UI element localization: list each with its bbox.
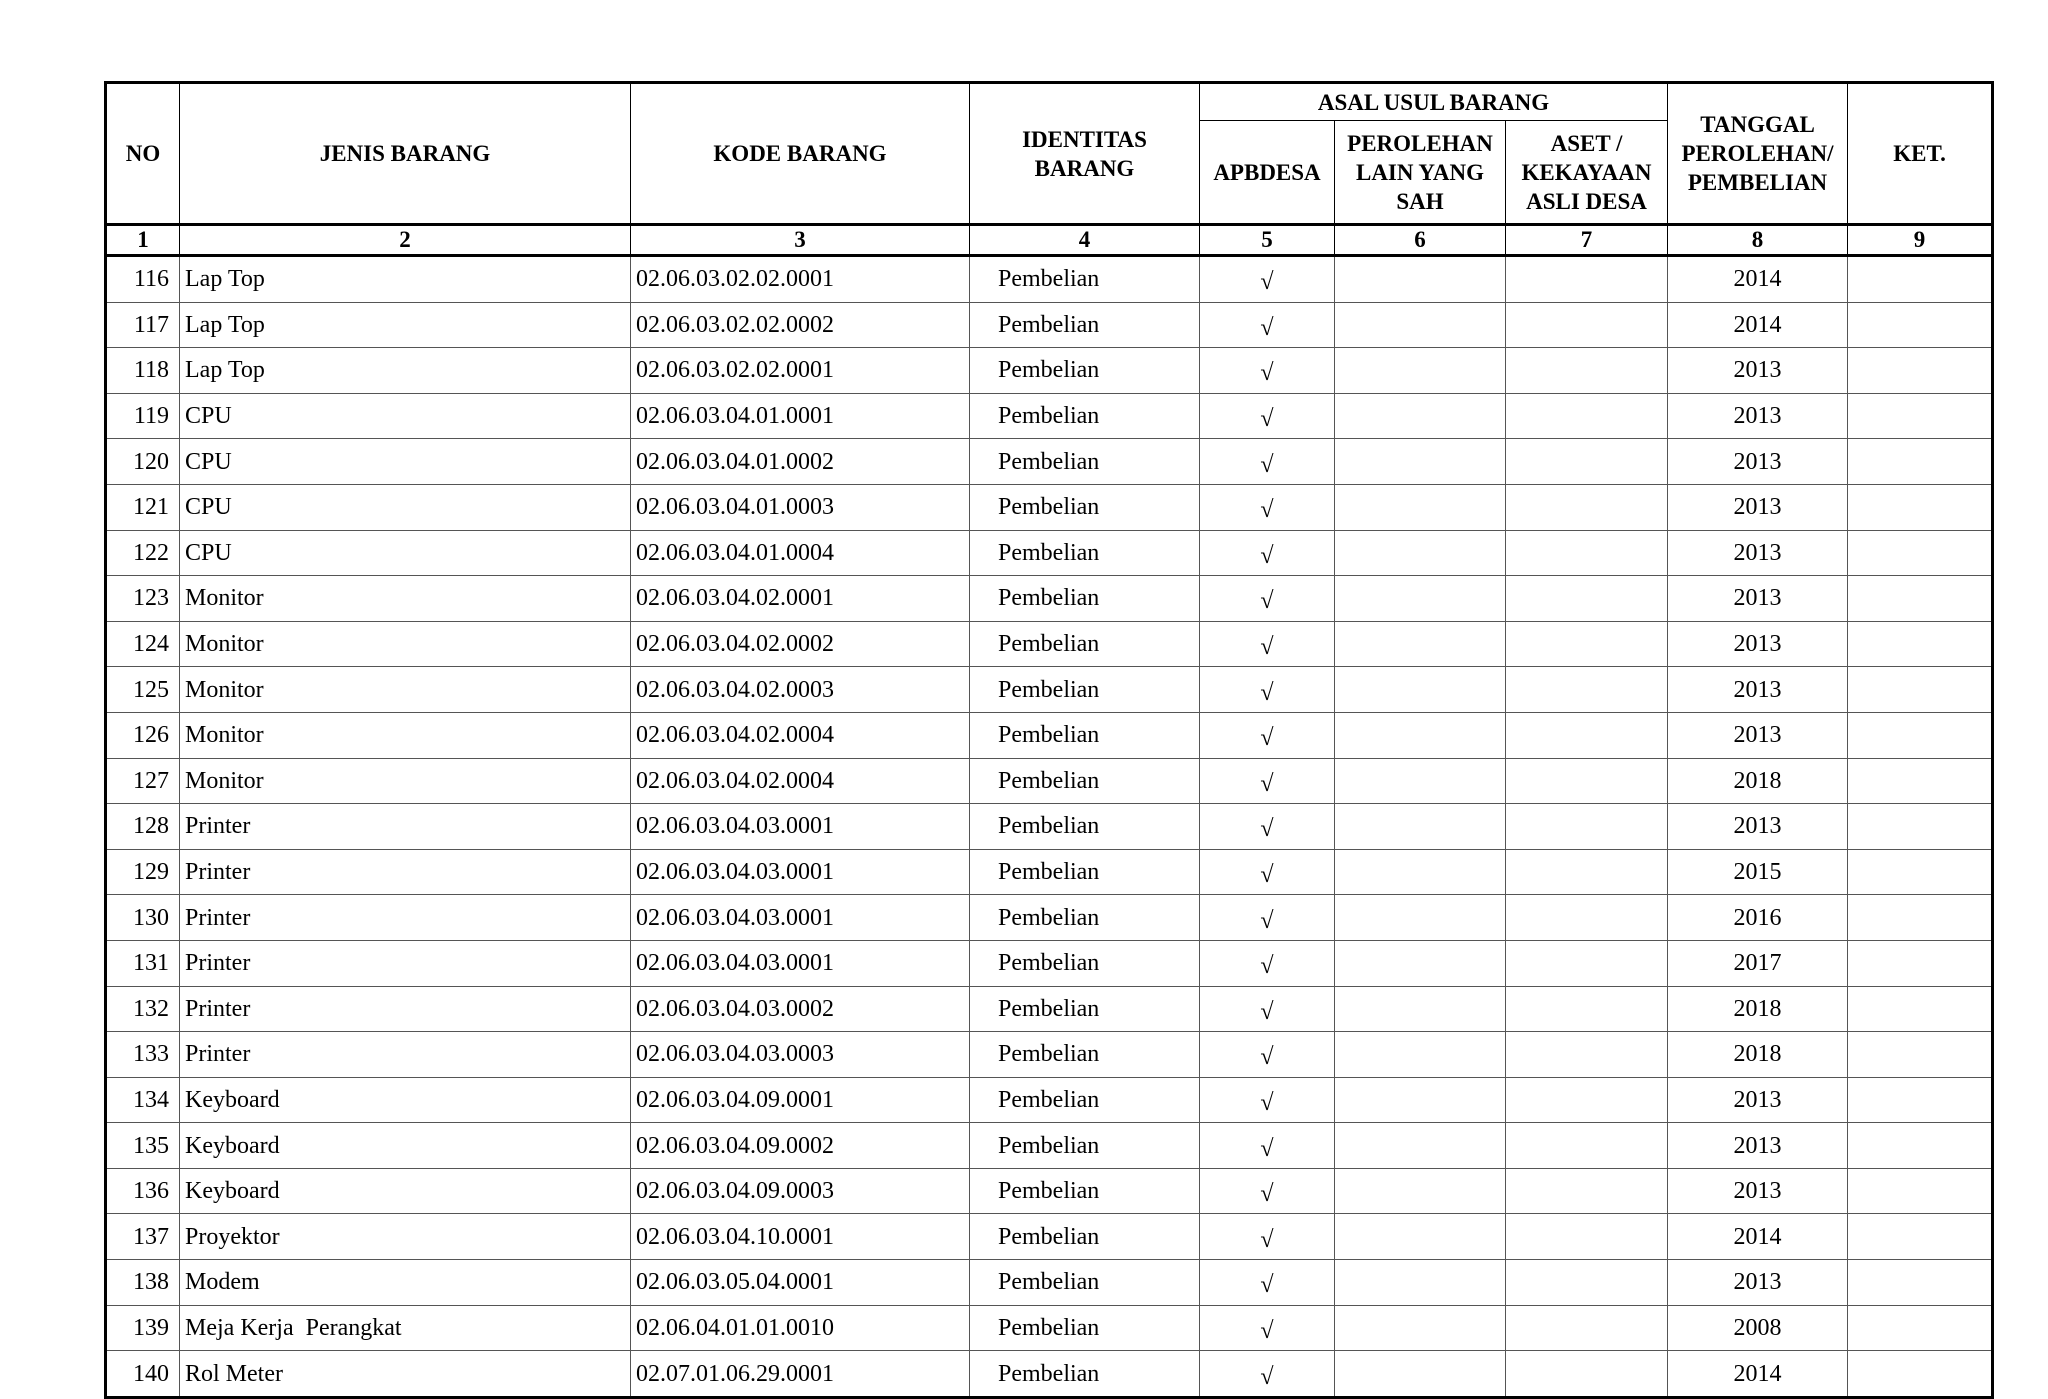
row-number: 139 (106, 1305, 180, 1351)
table-row (106, 530, 1993, 576)
perolehan-lain-cell (1335, 758, 1506, 804)
column-number-row (106, 225, 1993, 256)
keterangan-cell (1848, 849, 1993, 895)
tanggal-perolehan-cell: 2018 (1668, 1032, 1848, 1078)
row-number: 121 (106, 484, 180, 530)
apbdesa-check-cell: √ (1200, 804, 1335, 850)
apbdesa-check-cell: √ (1200, 940, 1335, 986)
row-number: 136 (106, 1168, 180, 1214)
identitas-barang-cell: Pembelian (970, 1351, 1200, 1398)
table-row (106, 712, 1993, 758)
jenis-barang-cell: Monitor (180, 576, 631, 622)
row-number: 124 (106, 621, 180, 667)
perolehan-lain-cell (1335, 302, 1506, 348)
column-number: 7 (1506, 225, 1668, 256)
keterangan-cell (1848, 804, 1993, 850)
tanggal-perolehan-cell: 2013 (1668, 667, 1848, 713)
column-number: 2 (180, 225, 631, 256)
table-row (106, 940, 1993, 986)
row-number: 123 (106, 576, 180, 622)
perolehan-lain-cell (1335, 1305, 1506, 1351)
identitas-barang-cell: Pembelian (970, 1168, 1200, 1214)
perolehan-lain-cell (1335, 895, 1506, 941)
keterangan-cell (1848, 1305, 1993, 1351)
kode-barang-cell: 02.06.03.04.02.0001 (631, 576, 970, 622)
row-number: 137 (106, 1214, 180, 1260)
keterangan-cell (1848, 667, 1993, 713)
table-row (106, 576, 1993, 622)
identitas-barang-cell: Pembelian (970, 1260, 1200, 1306)
identitas-barang-cell: Pembelian (970, 393, 1200, 439)
identitas-barang-cell: Pembelian (970, 758, 1200, 804)
kode-barang-cell: 02.06.03.02.02.0002 (631, 302, 970, 348)
tanggal-perolehan-cell: 2017 (1668, 940, 1848, 986)
row-number: 127 (106, 758, 180, 804)
identitas-barang-cell: Pembelian (970, 712, 1200, 758)
kode-barang-cell: 02.06.03.04.02.0004 (631, 712, 970, 758)
table-row (106, 256, 1993, 303)
perolehan-lain-cell (1335, 393, 1506, 439)
identitas-barang-cell: Pembelian (970, 302, 1200, 348)
perolehan-lain-cell (1335, 256, 1506, 303)
perolehan-lain-cell (1335, 804, 1506, 850)
tanggal-perolehan-cell: 2013 (1668, 530, 1848, 576)
apbdesa-check-cell: √ (1200, 348, 1335, 394)
perolehan-lain-cell (1335, 484, 1506, 530)
row-number: 119 (106, 393, 180, 439)
jenis-barang-cell: Meja Kerja Perangkat (180, 1305, 631, 1351)
aset-desa-cell (1506, 1305, 1668, 1351)
jenis-barang-cell: Keyboard (180, 1077, 631, 1123)
kode-barang-cell: 02.06.03.04.09.0001 (631, 1077, 970, 1123)
table-row (106, 621, 1993, 667)
row-number: 122 (106, 530, 180, 576)
perolehan-lain-cell (1335, 1351, 1506, 1398)
perolehan-lain-cell (1335, 1123, 1506, 1169)
aset-desa-cell (1506, 1214, 1668, 1260)
kode-barang-cell: 02.06.03.02.02.0001 (631, 256, 970, 303)
table-row (106, 439, 1993, 485)
perolehan-lain-cell (1335, 712, 1506, 758)
column-number: 4 (970, 225, 1200, 256)
aset-desa-cell (1506, 667, 1668, 713)
keterangan-cell (1848, 1214, 1993, 1260)
column-number: 1 (106, 225, 180, 256)
tanggal-perolehan-cell: 2016 (1668, 895, 1848, 941)
aset-desa-cell (1506, 1123, 1668, 1169)
table-row (106, 393, 1993, 439)
aset-desa-cell (1506, 484, 1668, 530)
tanggal-perolehan-cell: 2014 (1668, 256, 1848, 303)
aset-desa-cell (1506, 576, 1668, 622)
table-row (106, 302, 1993, 348)
row-number: 138 (106, 1260, 180, 1306)
identitas-barang-cell: Pembelian (970, 1123, 1200, 1169)
identitas-barang-cell: Pembelian (970, 439, 1200, 485)
identitas-barang-cell: Pembelian (970, 986, 1200, 1032)
apbdesa-check-cell: √ (1200, 576, 1335, 622)
jenis-barang-cell: Proyektor (180, 1214, 631, 1260)
kode-barang-cell: 02.06.04.01.01.0010 (631, 1305, 970, 1351)
apbdesa-check-cell: √ (1200, 895, 1335, 941)
keterangan-cell (1848, 1168, 1993, 1214)
tanggal-perolehan-cell: 2014 (1668, 302, 1848, 348)
kode-barang-cell: 02.06.03.04.10.0001 (631, 1214, 970, 1260)
keterangan-cell (1848, 895, 1993, 941)
aset-desa-cell (1506, 940, 1668, 986)
apbdesa-check-cell: √ (1200, 530, 1335, 576)
keterangan-cell (1848, 576, 1993, 622)
keterangan-cell (1848, 256, 1993, 303)
perolehan-lain-cell (1335, 530, 1506, 576)
row-number: 140 (106, 1351, 180, 1398)
jenis-barang-cell: Rol Meter (180, 1351, 631, 1398)
identitas-barang-cell: Pembelian (970, 530, 1200, 576)
apbdesa-check-cell: √ (1200, 758, 1335, 804)
jenis-barang-cell: Printer (180, 895, 631, 941)
row-number: 125 (106, 667, 180, 713)
column-number: 5 (1200, 225, 1335, 256)
tanggal-perolehan-cell: 2013 (1668, 1168, 1848, 1214)
aset-desa-cell (1506, 758, 1668, 804)
aset-desa-cell (1506, 712, 1668, 758)
aset-desa-cell (1506, 1077, 1668, 1123)
jenis-barang-cell: Printer (180, 804, 631, 850)
header-kode-barang: KODE BARANG (631, 83, 970, 225)
table-row (106, 895, 1993, 941)
table-row (106, 667, 1993, 713)
tanggal-perolehan-cell: 2013 (1668, 804, 1848, 850)
kode-barang-cell: 02.06.03.04.03.0002 (631, 986, 970, 1032)
kode-barang-cell: 02.06.03.04.09.0003 (631, 1168, 970, 1214)
table-row (106, 849, 1993, 895)
keterangan-cell (1848, 439, 1993, 485)
table-row (106, 1214, 1993, 1260)
keterangan-cell (1848, 484, 1993, 530)
apbdesa-check-cell: √ (1200, 393, 1335, 439)
jenis-barang-cell: CPU (180, 393, 631, 439)
perolehan-lain-cell (1335, 621, 1506, 667)
identitas-barang-cell: Pembelian (970, 1305, 1200, 1351)
header-perolehan-lain (1335, 121, 1506, 225)
kode-barang-cell: 02.06.03.04.02.0002 (631, 621, 970, 667)
identitas-barang-cell: Pembelian (970, 621, 1200, 667)
kode-barang-cell: 02.06.03.04.03.0001 (631, 804, 970, 850)
kode-barang-cell: 02.06.03.04.09.0002 (631, 1123, 970, 1169)
jenis-barang-cell: Printer (180, 1032, 631, 1078)
jenis-barang-cell: Monitor (180, 758, 631, 804)
kode-barang-cell: 02.06.03.04.02.0004 (631, 758, 970, 804)
table-row (106, 484, 1993, 530)
kode-barang-cell: 02.06.03.04.01.0001 (631, 393, 970, 439)
perolehan-lain-cell (1335, 986, 1506, 1032)
apbdesa-check-cell: √ (1200, 302, 1335, 348)
jenis-barang-cell: Lap Top (180, 256, 631, 303)
tanggal-perolehan-cell: 2013 (1668, 1077, 1848, 1123)
kode-barang-cell: 02.06.03.04.03.0003 (631, 1032, 970, 1078)
tanggal-perolehan-cell: 2013 (1668, 712, 1848, 758)
kode-barang-cell: 02.06.03.04.02.0003 (631, 667, 970, 713)
kode-barang-cell: 02.06.03.02.02.0001 (631, 348, 970, 394)
column-number: 8 (1668, 225, 1848, 256)
kode-barang-cell: 02.06.03.04.03.0001 (631, 940, 970, 986)
identitas-barang-cell: Pembelian (970, 576, 1200, 622)
identitas-barang-cell: Pembelian (970, 895, 1200, 941)
jenis-barang-cell: Lap Top (180, 348, 631, 394)
table-row (106, 1305, 1993, 1351)
aset-desa-cell (1506, 621, 1668, 667)
tanggal-perolehan-cell: 2013 (1668, 1260, 1848, 1306)
apbdesa-check-cell: √ (1200, 712, 1335, 758)
header-asal-usul-barang: ASAL USUL BARANG (1200, 83, 1668, 121)
inventory-table (104, 81, 1994, 1399)
jenis-barang-cell: Keyboard (180, 1123, 631, 1169)
kode-barang-cell: 02.06.03.04.03.0001 (631, 895, 970, 941)
table-row (106, 348, 1993, 394)
aset-desa-cell (1506, 256, 1668, 303)
kode-barang-cell: 02.06.03.04.01.0004 (631, 530, 970, 576)
perolehan-lain-cell (1335, 940, 1506, 986)
identitas-barang-cell: Pembelian (970, 256, 1200, 303)
tanggal-perolehan-cell: 2013 (1668, 348, 1848, 394)
row-number: 120 (106, 439, 180, 485)
row-number: 117 (106, 302, 180, 348)
keterangan-cell (1848, 1260, 1993, 1306)
perolehan-lain-cell (1335, 1032, 1506, 1078)
identitas-barang-cell: Pembelian (970, 1214, 1200, 1260)
row-number: 134 (106, 1077, 180, 1123)
jenis-barang-cell: Monitor (180, 712, 631, 758)
tanggal-perolehan-cell: 2013 (1668, 484, 1848, 530)
tanggal-perolehan-cell: 2013 (1668, 576, 1848, 622)
header-jenis-barang: JENIS BARANG (180, 83, 631, 225)
keterangan-cell (1848, 1032, 1993, 1078)
perolehan-lain-cell (1335, 667, 1506, 713)
aset-desa-cell (1506, 986, 1668, 1032)
identitas-barang-cell: Pembelian (970, 1032, 1200, 1078)
jenis-barang-cell: CPU (180, 530, 631, 576)
aset-desa-cell (1506, 393, 1668, 439)
tanggal-perolehan-cell: 2014 (1668, 1214, 1848, 1260)
aset-desa-cell (1506, 439, 1668, 485)
row-number: 118 (106, 348, 180, 394)
keterangan-cell (1848, 348, 1993, 394)
keterangan-cell (1848, 712, 1993, 758)
aset-desa-cell (1506, 849, 1668, 895)
apbdesa-check-cell: √ (1200, 986, 1335, 1032)
header-aset-kekayaan (1506, 121, 1668, 225)
tanggal-perolehan-cell: 2008 (1668, 1305, 1848, 1351)
identitas-barang-cell: Pembelian (970, 348, 1200, 394)
row-number: 131 (106, 940, 180, 986)
apbdesa-check-cell: √ (1200, 667, 1335, 713)
apbdesa-check-cell: √ (1200, 1077, 1335, 1123)
identitas-barang-cell: Pembelian (970, 940, 1200, 986)
apbdesa-check-cell: √ (1200, 1305, 1335, 1351)
perolehan-lain-cell (1335, 576, 1506, 622)
aset-desa-cell (1506, 895, 1668, 941)
keterangan-cell (1848, 302, 1993, 348)
header-ket: KET. (1848, 83, 1993, 225)
header-no: NO (106, 83, 180, 225)
apbdesa-check-cell: √ (1200, 1214, 1335, 1260)
identitas-barang-cell: Pembelian (970, 1077, 1200, 1123)
header-identitas-label: IDENTITAS BARANG (1022, 126, 1147, 181)
row-number: 129 (106, 849, 180, 895)
jenis-barang-cell: Keyboard (180, 1168, 631, 1214)
column-number: 3 (631, 225, 970, 256)
row-number: 130 (106, 895, 180, 941)
aset-desa-cell (1506, 1032, 1668, 1078)
header-tanggal-label: TANGGAL PEROLEHAN/ PEMBELIAN (1681, 112, 1834, 195)
table-row (106, 1260, 1993, 1306)
table-row (106, 986, 1993, 1032)
table-row (106, 1351, 1993, 1398)
table-row (106, 1168, 1993, 1214)
aset-desa-cell (1506, 1260, 1668, 1306)
row-number: 116 (106, 256, 180, 303)
keterangan-cell (1848, 530, 1993, 576)
row-number: 126 (106, 712, 180, 758)
header-perolehan-lain-label: PEROLEHAN LAIN YANG SAH (1347, 130, 1493, 214)
jenis-barang-cell: CPU (180, 439, 631, 485)
tanggal-perolehan-cell: 2013 (1668, 621, 1848, 667)
kode-barang-cell: 02.06.03.04.01.0002 (631, 439, 970, 485)
jenis-barang-cell: Monitor (180, 667, 631, 713)
aset-desa-cell (1506, 530, 1668, 576)
perolehan-lain-cell (1335, 348, 1506, 394)
apbdesa-check-cell: √ (1200, 849, 1335, 895)
table-row (106, 758, 1993, 804)
jenis-barang-cell: Monitor (180, 621, 631, 667)
tanggal-perolehan-cell: 2014 (1668, 1351, 1848, 1398)
header-aset-label: ASET / KEKAYAAN ASLI DESA (1521, 130, 1652, 214)
table-row (106, 1077, 1993, 1123)
keterangan-cell (1848, 621, 1993, 667)
kode-barang-cell: 02.06.03.04.03.0001 (631, 849, 970, 895)
aset-desa-cell (1506, 1168, 1668, 1214)
tanggal-perolehan-cell: 2013 (1668, 393, 1848, 439)
keterangan-cell (1848, 758, 1993, 804)
apbdesa-check-cell: √ (1200, 1032, 1335, 1078)
apbdesa-check-cell: √ (1200, 1260, 1335, 1306)
row-number: 128 (106, 804, 180, 850)
perolehan-lain-cell (1335, 1260, 1506, 1306)
apbdesa-check-cell: √ (1200, 484, 1335, 530)
kode-barang-cell: 02.06.03.04.01.0003 (631, 484, 970, 530)
apbdesa-check-cell: √ (1200, 1123, 1335, 1169)
column-number: 6 (1335, 225, 1506, 256)
identitas-barang-cell: Pembelian (970, 484, 1200, 530)
keterangan-cell (1848, 393, 1993, 439)
table-row (106, 804, 1993, 850)
kode-barang-cell: 02.07.01.06.29.0001 (631, 1351, 970, 1398)
header-tanggal-perolehan (1668, 83, 1848, 225)
perolehan-lain-cell (1335, 1077, 1506, 1123)
keterangan-cell (1848, 1351, 1993, 1398)
jenis-barang-cell: CPU (180, 484, 631, 530)
aset-desa-cell (1506, 804, 1668, 850)
row-number: 132 (106, 986, 180, 1032)
identitas-barang-cell: Pembelian (970, 804, 1200, 850)
table-row (106, 1032, 1993, 1078)
tanggal-perolehan-cell: 2018 (1668, 986, 1848, 1032)
row-number: 135 (106, 1123, 180, 1169)
table-body (106, 256, 1993, 1398)
tanggal-perolehan-cell: 2015 (1668, 849, 1848, 895)
jenis-barang-cell: Printer (180, 940, 631, 986)
header-apbdesa: APBDESA (1200, 121, 1335, 225)
tanggal-perolehan-cell: 2013 (1668, 439, 1848, 485)
apbdesa-check-cell: √ (1200, 439, 1335, 485)
aset-desa-cell (1506, 302, 1668, 348)
jenis-barang-cell: Printer (180, 986, 631, 1032)
keterangan-cell (1848, 986, 1993, 1032)
row-number: 133 (106, 1032, 180, 1078)
kode-barang-cell: 02.06.03.05.04.0001 (631, 1260, 970, 1306)
perolehan-lain-cell (1335, 849, 1506, 895)
tanggal-perolehan-cell: 2018 (1668, 758, 1848, 804)
perolehan-lain-cell (1335, 1168, 1506, 1214)
apbdesa-check-cell: √ (1200, 1168, 1335, 1214)
tanggal-perolehan-cell: 2013 (1668, 1123, 1848, 1169)
jenis-barang-cell: Printer (180, 849, 631, 895)
identitas-barang-cell: Pembelian (970, 849, 1200, 895)
keterangan-cell (1848, 940, 1993, 986)
table-row (106, 1123, 1993, 1169)
apbdesa-check-cell: √ (1200, 621, 1335, 667)
jenis-barang-cell: Modem (180, 1260, 631, 1306)
keterangan-cell (1848, 1077, 1993, 1123)
apbdesa-check-cell: √ (1200, 256, 1335, 303)
column-number: 9 (1848, 225, 1993, 256)
aset-desa-cell (1506, 1351, 1668, 1398)
keterangan-cell (1848, 1123, 1993, 1169)
apbdesa-check-cell: √ (1200, 1351, 1335, 1398)
identitas-barang-cell: Pembelian (970, 667, 1200, 713)
aset-desa-cell (1506, 348, 1668, 394)
header-identitas-barang (970, 83, 1200, 225)
perolehan-lain-cell (1335, 439, 1506, 485)
perolehan-lain-cell (1335, 1214, 1506, 1260)
jenis-barang-cell: Lap Top (180, 302, 631, 348)
